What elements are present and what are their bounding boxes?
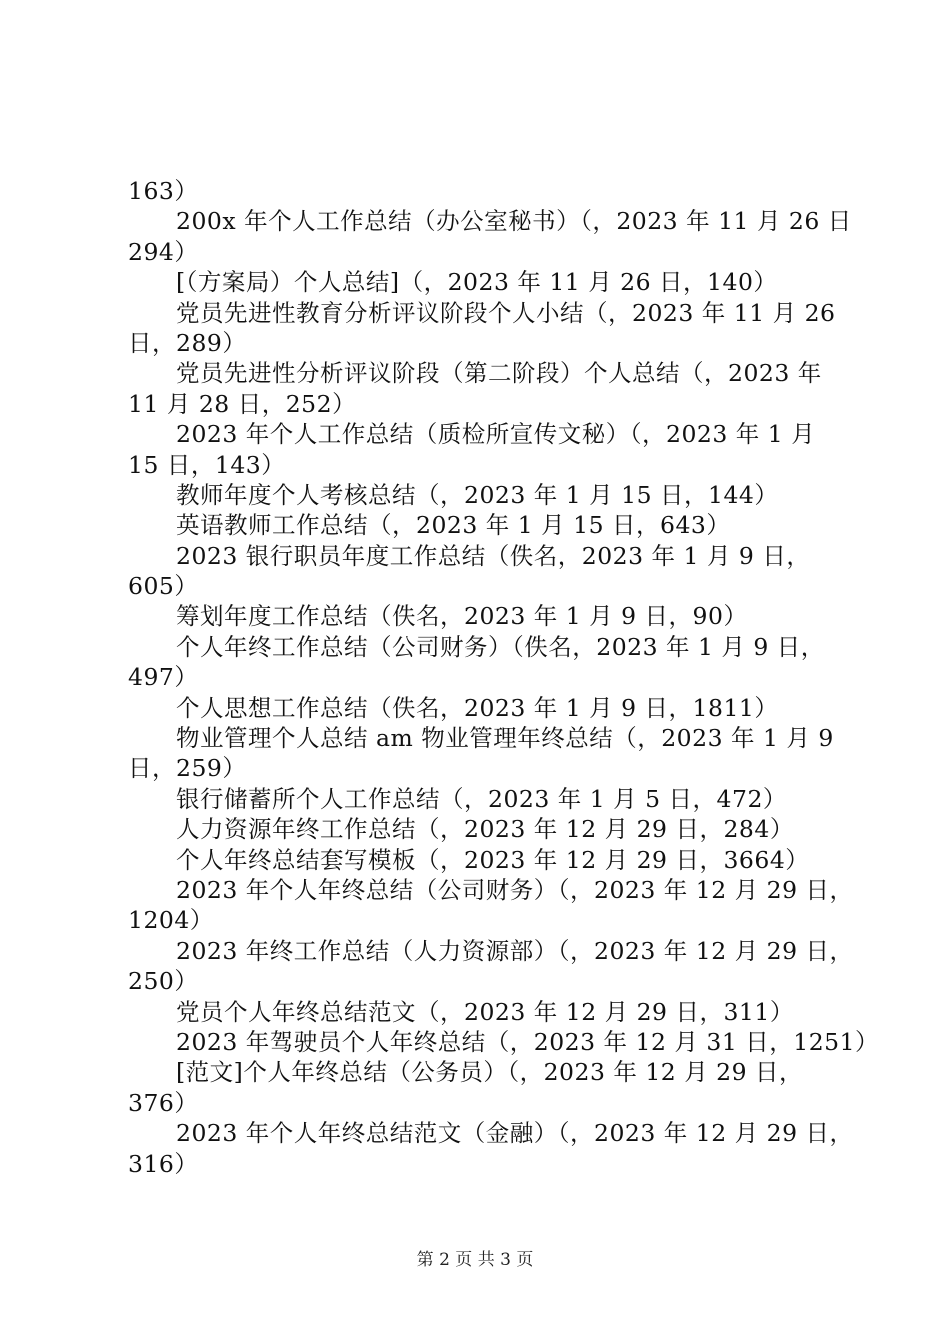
text-line: [范文]个人年终总结（公务员）（，2023 年 12 月 29 日， (176, 1058, 804, 1087)
text-line: 个人年终工作总结（公司财务）（佚名，2023 年 1 月 9 日， (176, 632, 825, 661)
text-line: 11 月 28 日，252） (128, 389, 357, 418)
text-line: 日，259） (128, 754, 247, 783)
text-line: 376） (128, 1088, 199, 1117)
text-line: 2023 银行职员年度工作总结（佚名，2023 年 1 月 9 日， (176, 541, 811, 570)
text-line: 2023 年终工作总结（人力资源部）（，2023 年 12 月 29 日， (176, 936, 854, 965)
text-line: 294） (128, 237, 199, 266)
text-line: 2023 年个人工作总结（质检所宣传文秘）（，2023 年 1 月 (176, 420, 816, 449)
text-line: 15 日，143） (128, 450, 286, 479)
text-line: 250） (128, 967, 199, 996)
text-line: 605） (128, 572, 199, 601)
text-line: 银行储蓄所个人工作总结（，2023 年 1 月 5 日，472） (176, 784, 787, 813)
document-body (128, 176, 880, 1179)
text-line: 日，289） (128, 328, 247, 357)
text-line: 党员个人年终总结范文（，2023 年 12 月 29 日，311） (176, 997, 794, 1026)
text-line: 1204） (128, 906, 214, 935)
text-line: 个人年终总结套写模板（，2023 年 12 月 29 日，3664） (176, 845, 810, 874)
text-line: 497） (128, 663, 199, 692)
text-line: 筹划年度工作总结（佚名，2023 年 1 月 9 日，90） (176, 602, 748, 631)
text-line: 316） (128, 1149, 199, 1178)
text-line: 党员先进性教育分析评议阶段个人小结（，2023 年 11 月 26 (176, 298, 836, 327)
text-line: 200x 年个人工作总结（办公室秘书）（，2023 年 11 月 26 日 (176, 207, 852, 236)
text-line: [（方案局）个人总结]（，2023 年 11 月 26 日，140） (176, 268, 778, 297)
text-line: 党员先进性分析评议阶段（第二阶段）个人总结（，2023 年 (176, 359, 822, 388)
page-number-footer: 第 2 页 共 3 页 (416, 1250, 534, 1270)
text-line: 2023 年个人年终总结范文（金融）（，2023 年 12 月 29 日， (176, 1119, 854, 1148)
text-line: 2023 年驾驶员个人年终总结（，2023 年 12 月 31 日，1251） (176, 1027, 880, 1056)
text-line: 163） (128, 177, 199, 205)
text-line: 教师年度个人考核总结（，2023 年 1 月 15 日，144） (176, 480, 779, 509)
text-line: 人力资源年终工作总结（，2023 年 12 月 29 日，284） (176, 815, 794, 844)
text-line: 英语教师工作总结（，2023 年 1 月 15 日，643） (176, 511, 731, 540)
text-line: 物业管理个人总结 am 物业管理年终总结（，2023 年 1 月 9 (176, 724, 834, 753)
text-line: 个人思想工作总结（佚名，2023 年 1 月 9 日，1811） (176, 693, 779, 722)
text-line: 2023 年个人年终总结（公司财务）（，2023 年 12 月 29 日， (176, 875, 854, 904)
